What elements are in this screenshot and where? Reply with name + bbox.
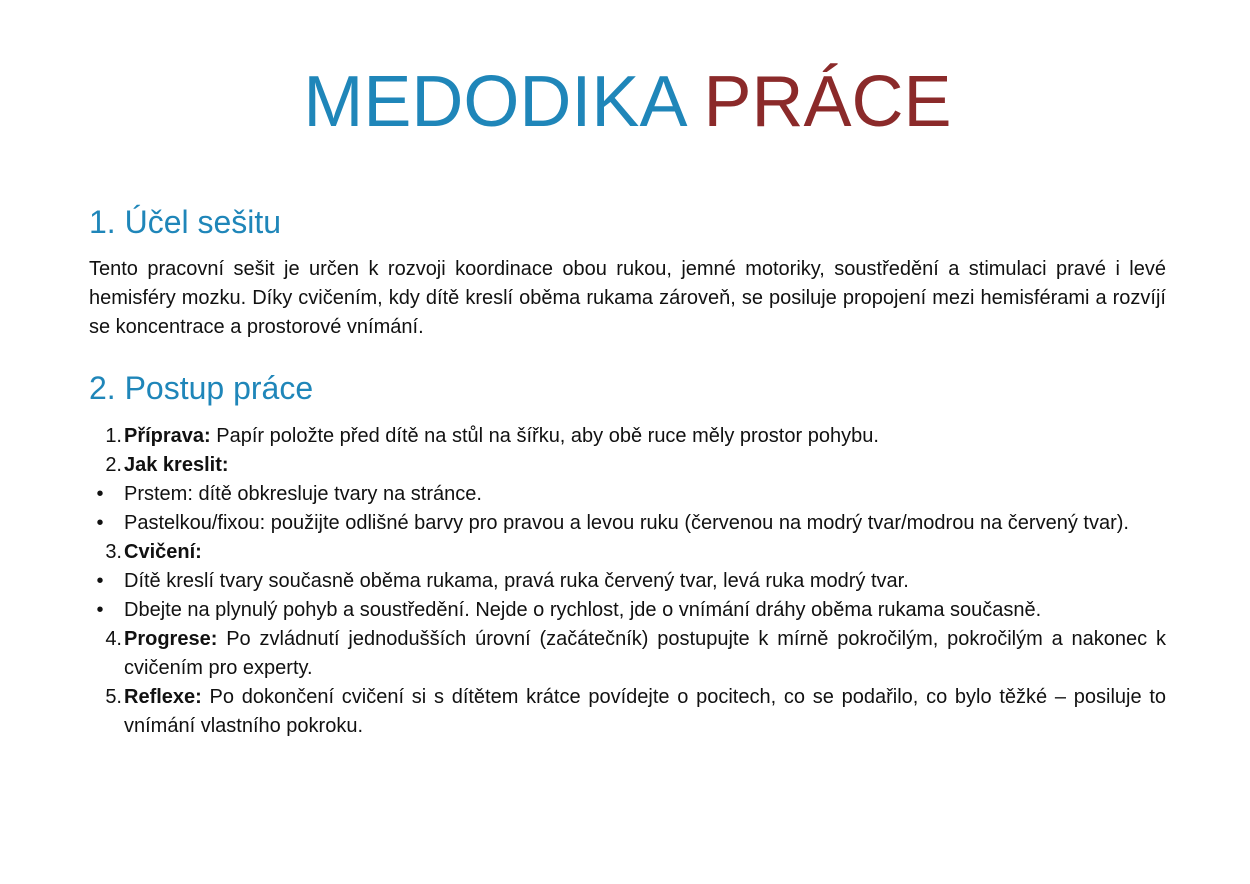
list-item (89, 509, 1166, 538)
list-item (89, 538, 1166, 567)
bullet-marker: • (96, 483, 104, 505)
list-item-text: Prstem: dítě obkresluje tvary na stránce. (124, 483, 482, 505)
list-item-text: Pastelkou/fixou: použijte odlišné barvy pro pravou a levou ruku (červenou na modrý tvar/modrou na červený tvar). (124, 512, 1129, 534)
list-item (89, 596, 1166, 625)
list-item (89, 567, 1166, 596)
list-item (89, 625, 1166, 683)
list-item-text: Po zvládnutí jednodušších úrovní (začátečník) postupujte k mírně pokročilým, pokročilým a nakonec k cvičením pro experty. (124, 628, 1166, 679)
list-item-label: Cvičení: (124, 541, 202, 563)
list-item-label: Jak kreslit: (124, 454, 229, 476)
list-item (89, 683, 1166, 741)
title-part-1: MEDODIKA (303, 62, 684, 142)
document-page (89, 0, 1166, 741)
list-item-text: Po dokončení cvičení si s dítětem krátce povídejte o pocitech, co se podařilo, co bylo těžké – posiluje to vnímání vlastního pokroku. (124, 686, 1166, 737)
list-marker: 4. (105, 628, 122, 650)
list-marker: 3. (105, 541, 122, 563)
bullet-marker: • (96, 599, 104, 621)
list-item-text: Papír položte před dítě na stůl na šířku, aby obě ruce měly prostor pohybu. (210, 425, 879, 447)
bullet-marker: • (96, 512, 104, 534)
title-part-2: PRÁCE (703, 62, 952, 142)
list-marker: 1. (105, 425, 122, 447)
list-item (89, 480, 1166, 509)
section-2-heading: 2. Postup práce (89, 370, 314, 406)
list-item-label: Reflexe: (124, 686, 202, 708)
page-title (89, 0, 1166, 142)
list-item-label: Progrese: (124, 628, 218, 650)
section-1-paragraph: Tento pracovní sešit je určen k rozvoji koordinace obou rukou, jemné motoriky, soustředění a stimulaci pravé i levé hemisféry mozku. Díky cvičením, kdy dítě kreslí oběma rukama zároveň, se posiluje propojení mezi hemisférami a rozvíjí se koncentrace a prostorové vnímání. (89, 258, 1166, 338)
list-item-text: Dbejte na plynulý pohyb a soustředění. Nejde o rychlost, jde o vnímání dráhy oběma rukama současně. (124, 599, 1042, 621)
list-marker: 5. (105, 686, 122, 708)
bullet-marker: • (96, 570, 104, 592)
list-item (89, 451, 1166, 480)
section-1-heading: 1. Účel sešitu (89, 204, 282, 240)
steps-list (89, 422, 1166, 741)
list-marker: 2. (105, 454, 122, 476)
list-item-label: Příprava: (124, 425, 211, 447)
list-item-text: Dítě kreslí tvary současně oběma rukama, pravá ruka červený tvar, levá ruka modrý tvar. (124, 570, 909, 592)
list-item (89, 422, 1166, 451)
